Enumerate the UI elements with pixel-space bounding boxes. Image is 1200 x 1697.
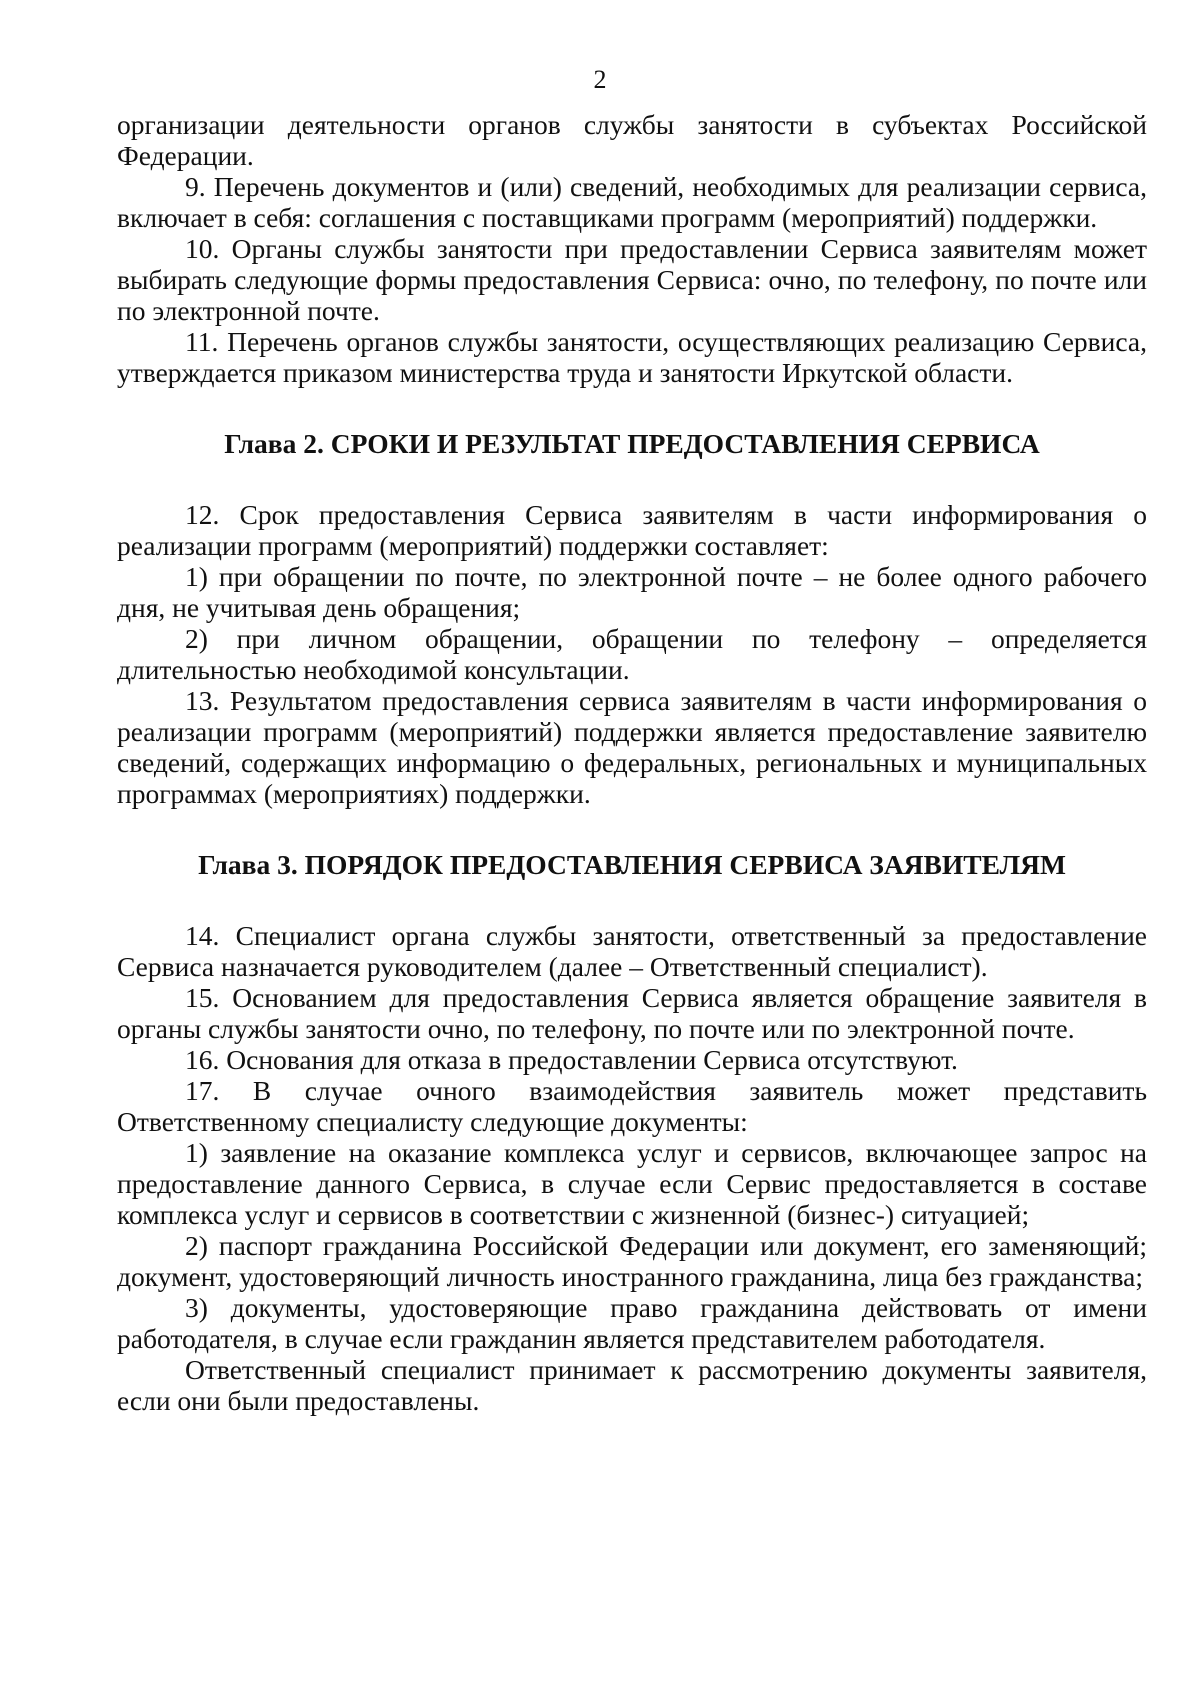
page-number: 2 <box>593 65 607 94</box>
paragraph-11: 11. Перечень органов службы занятости, осуществляющих реализацию Сервиса, утверждается приказом министерства труда и занятости Иркутской области. <box>117 326 1147 388</box>
paragraph-10: 10. Органы службы занятости при предоставлении Сервиса заявителям может выбирать следующие формы предоставления Сервиса: очно, по телефону, по почте или по электронной почте. <box>117 233 1147 326</box>
paragraph-17-item-3: 3) документы, удостоверяющие право гражданина действовать от имени работодателя, в случае если гражданин является представителем работодателя. <box>117 1292 1147 1354</box>
paragraph-12: 12. Срок предоставления Сервиса заявителям в части информирования о реализации программ (мероприятий) поддержки составляет: <box>117 499 1147 561</box>
paragraph-14: 14. Специалист органа службы занятости, ответственный за предоставление Сервиса назначается руководителем (далее – Ответственный специалист). <box>117 920 1147 982</box>
paragraph-final: Ответственный специалист принимает к рассмотрению документы заявителя, если они были предоставлены. <box>117 1354 1147 1416</box>
paragraph-17-item-2: 2) паспорт гражданина Российской Федерации или документ, его заменяющий; документ, удостоверяющий личность иностранного гражданина, лица без гражданства; <box>117 1230 1147 1292</box>
paragraph-16: 16. Основания для отказа в предоставлении Сервиса отсутствуют. <box>185 1044 958 1075</box>
paragraph-15: 15. Основанием для предоставления Сервиса является обращение заявителя в органы службы занятости очно, по телефону, по почте или по электронной почте. <box>117 982 1147 1044</box>
document-body <box>117 109 1147 1416</box>
paragraph-17-item-1: 1) заявление на оказание комплекса услуг и сервисов, включающее запрос на предоставление данного Сервиса, в случае если Сервис предоставляется в составе комплекса услуг и сервисов в соответствии с жизненной (бизнес-) ситуацией; <box>117 1137 1147 1230</box>
paragraph-9: 9. Перечень документов и (или) сведений, необходимых для реализации сервиса, включает в себя: соглашения с поставщиками программ (мероприятий) поддержки. <box>117 171 1147 233</box>
paragraph-12-item-1: 1) при обращении по почте, по электронной почте – не более одного рабочего дня, не учитывая день обращения; <box>117 561 1147 623</box>
chapter-3-heading: Глава 3. ПОРЯДОК ПРЕДОСТАВЛЕНИЯ СЕРВИСА ЗАЯВИТЕЛЯМ <box>198 849 1066 880</box>
paragraph-continuation: организации деятельности органов службы занятости в субъектах Российской Федерации. <box>117 109 1147 171</box>
chapter-2-heading: Глава 2. СРОКИ И РЕЗУЛЬТАТ ПРЕДОСТАВЛЕНИЯ СЕРВИСА <box>224 428 1040 459</box>
paragraph-17: 17. В случае очного взаимодействия заявитель может представить Ответственному специалисту следующие документы: <box>117 1075 1147 1137</box>
paragraph-12-item-2: 2) при личном обращении, обращении по телефону – определяется длительностью необходимой консультации. <box>117 623 1147 685</box>
paragraph-13: 13. Результатом предоставления сервиса заявителям в части информирования о реализации программ (мероприятий) поддержки является предоставление заявителю сведений, содержащих информацию о федеральных, региональных и муниципальных программах (мероприятиях) поддержки. <box>117 685 1147 809</box>
